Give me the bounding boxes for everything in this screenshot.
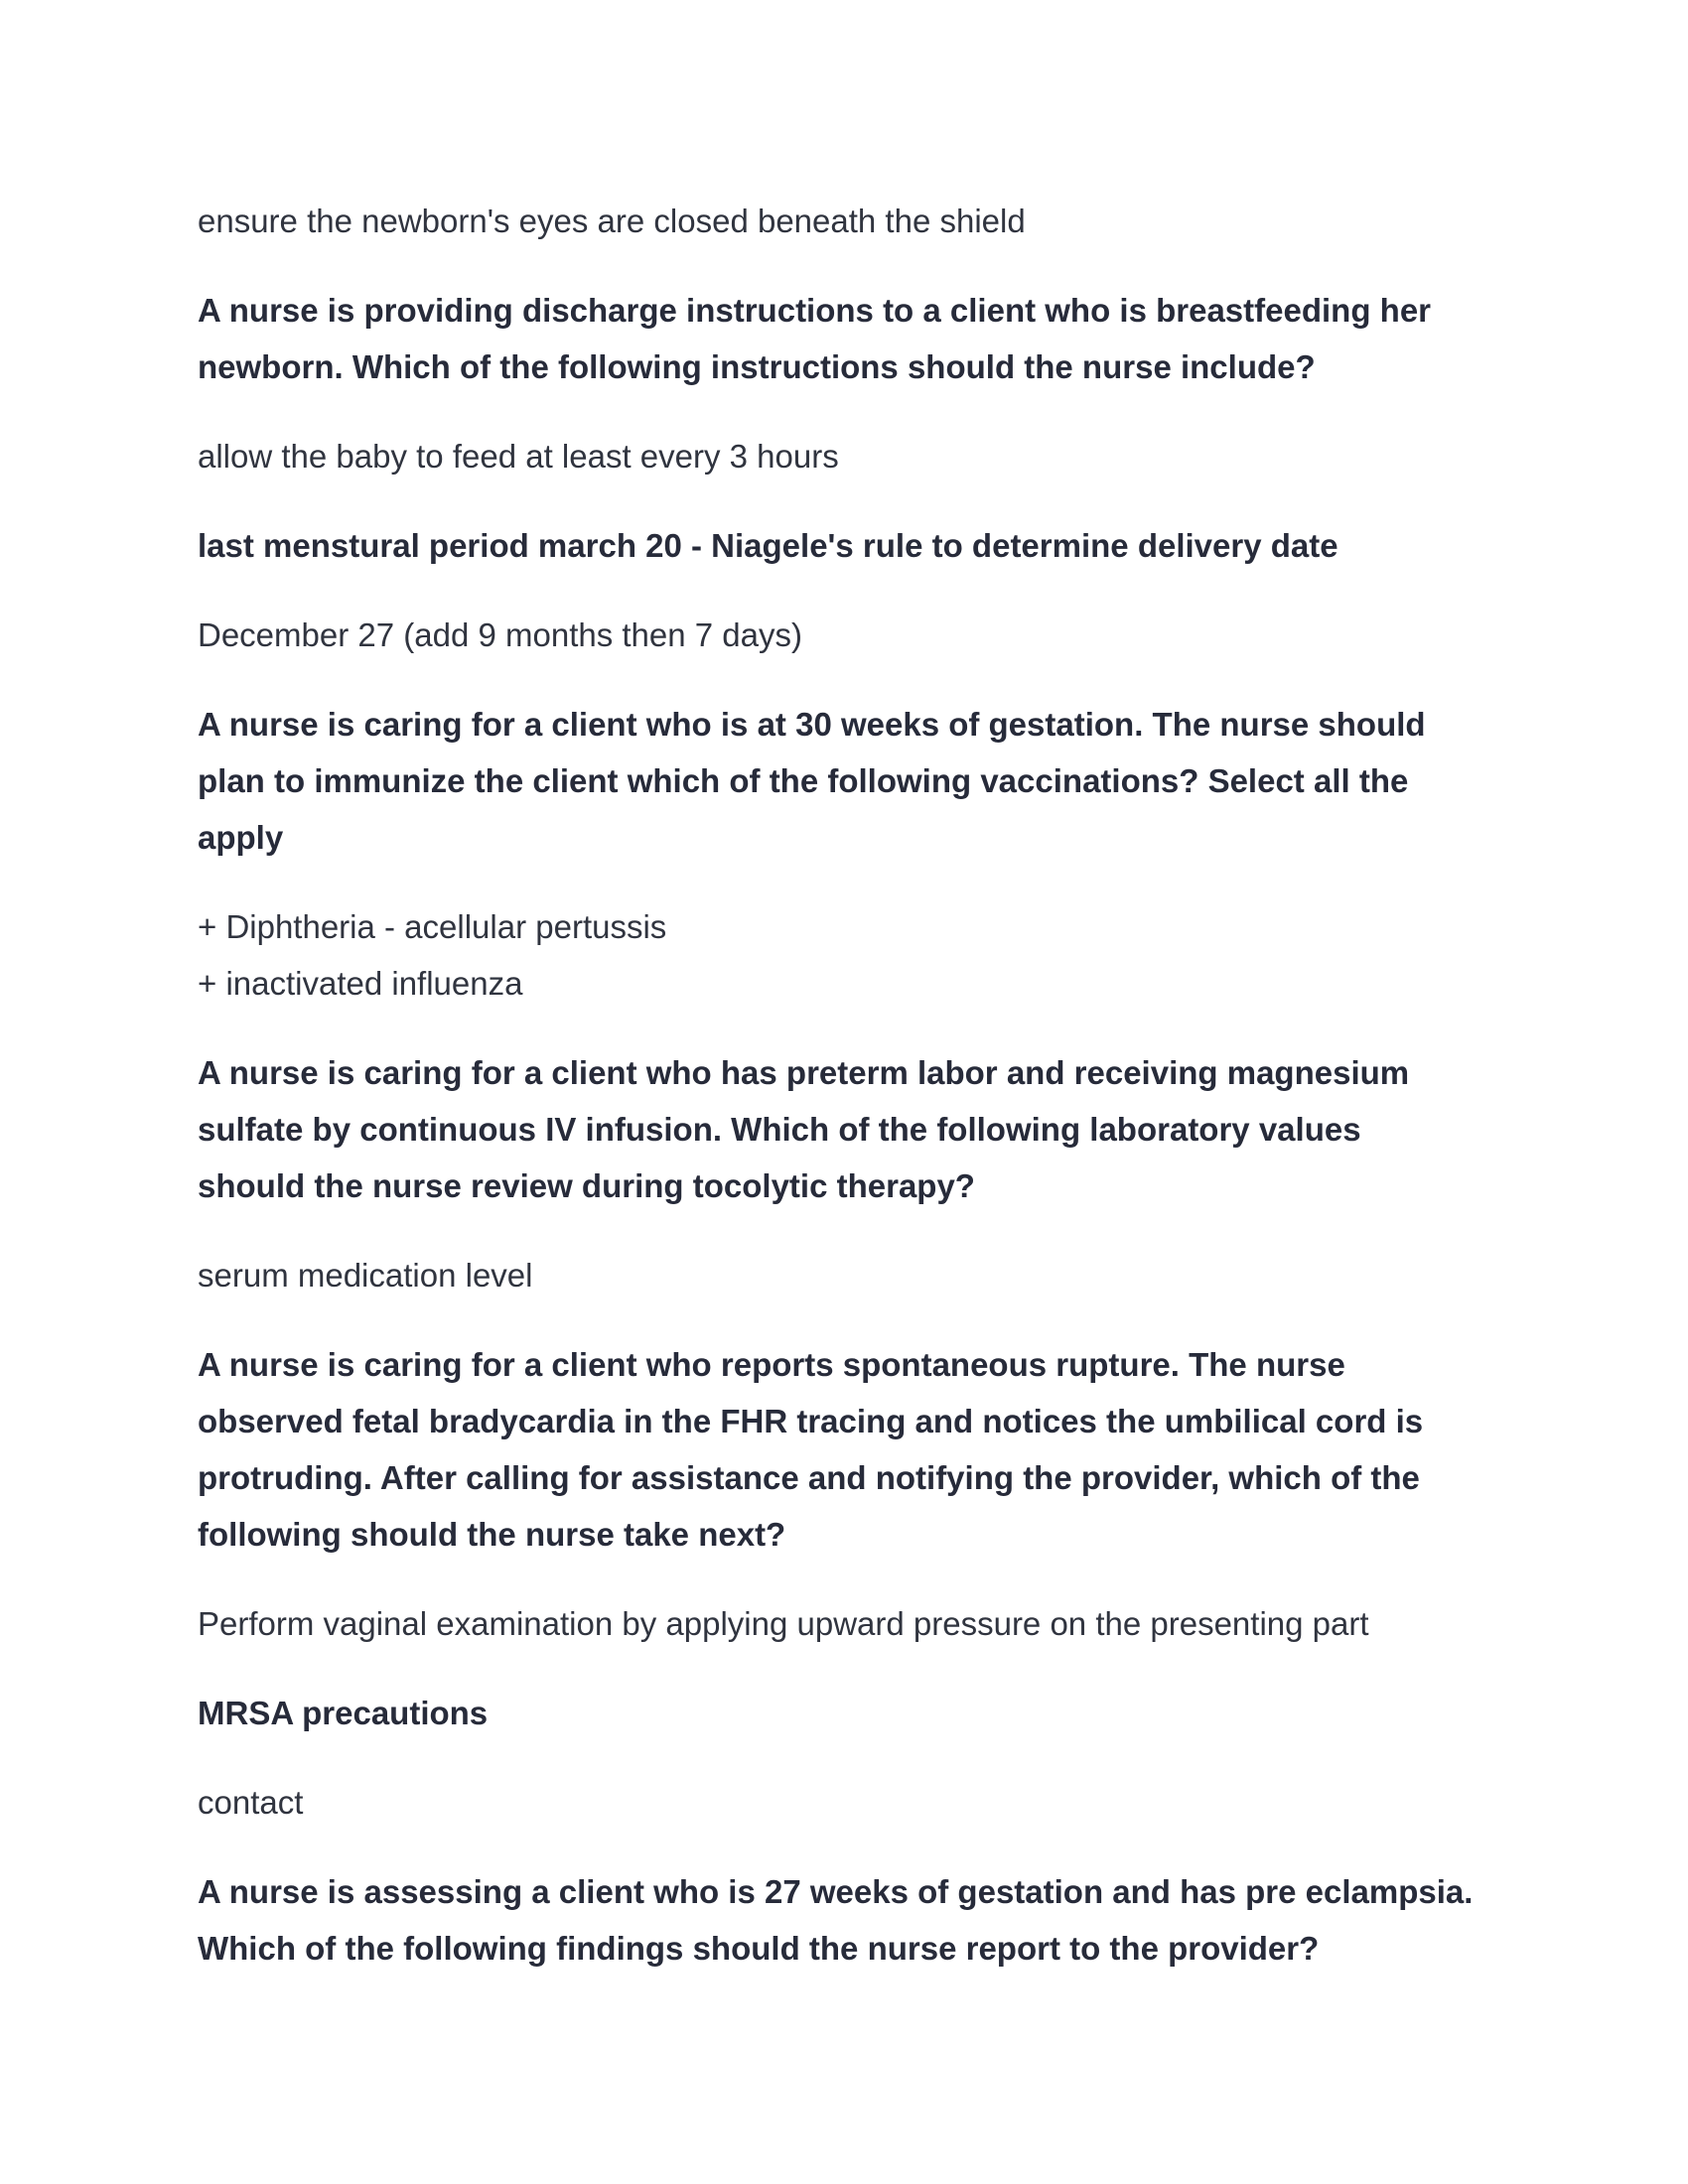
answer-text: December 27 (add 9 months then 7 days) <box>198 616 803 653</box>
question-line: following should the nurse take next? <box>198 1516 786 1553</box>
question-line: plan to immunize the client which of the following vaccinations? Select all the <box>198 762 1409 799</box>
document-page <box>198 193 1518 1977</box>
question-line: A nurse is assessing a client who is 27 weeks of gestation and has pre eclampsia. <box>198 1873 1474 1910</box>
question-line: observed fetal bradycardia in the FHR tracing and notices the umbilical cord is <box>198 1403 1424 1439</box>
question-line: A nurse is providing discharge instructions to a client who is breastfeeding her <box>198 292 1432 329</box>
question-line: A nurse is caring for a client who reports spontaneous rupture. The nurse <box>198 1346 1345 1383</box>
answer-list <box>198 898 1518 1012</box>
question-line: A nurse is caring for a client who has preterm labor and receiving magnesium <box>198 1054 1410 1091</box>
question-text <box>198 1336 1518 1563</box>
question-line: A nurse is caring for a client who is at 30 weeks of gestation. The nurse should <box>198 706 1426 743</box>
answer-text: ensure the newborn's eyes are closed beneath the shield <box>198 203 1026 239</box>
answer-text: Perform vaginal examination by applying upward pressure on the presenting part <box>198 1605 1369 1642</box>
question-line: Which of the following findings should the nurse report to the provider? <box>198 1930 1320 1967</box>
answer-text: contact <box>198 1784 304 1821</box>
answer-list-item: + Diphtheria - acellular pertussis <box>198 908 667 945</box>
question-text <box>198 1685 1518 1741</box>
question-line: protruding. After calling for assistance and notifying the provider, which of the <box>198 1459 1420 1496</box>
question-text <box>198 517 1518 574</box>
answer-list-item: + inactivated influenza <box>198 965 523 1002</box>
question-text <box>198 282 1518 395</box>
answer-text: serum medication level <box>198 1257 533 1294</box>
answer-text: allow the baby to feed at least every 3 hours <box>198 438 839 475</box>
question-line: MRSA precautions <box>198 1695 489 1731</box>
question-text <box>198 696 1518 866</box>
question-line: sulfate by continuous IV infusion. Which of the following laboratory values <box>198 1111 1361 1148</box>
question-line: last menstural period march 20 - Niagele's rule to determine delivery date <box>198 527 1338 564</box>
question-text <box>198 1863 1518 1977</box>
question-line: newborn. Which of the following instructions should the nurse include? <box>198 348 1316 385</box>
question-text <box>198 1044 1518 1214</box>
question-line: apply <box>198 819 284 856</box>
question-line: should the nurse review during tocolytic therapy? <box>198 1167 975 1204</box>
